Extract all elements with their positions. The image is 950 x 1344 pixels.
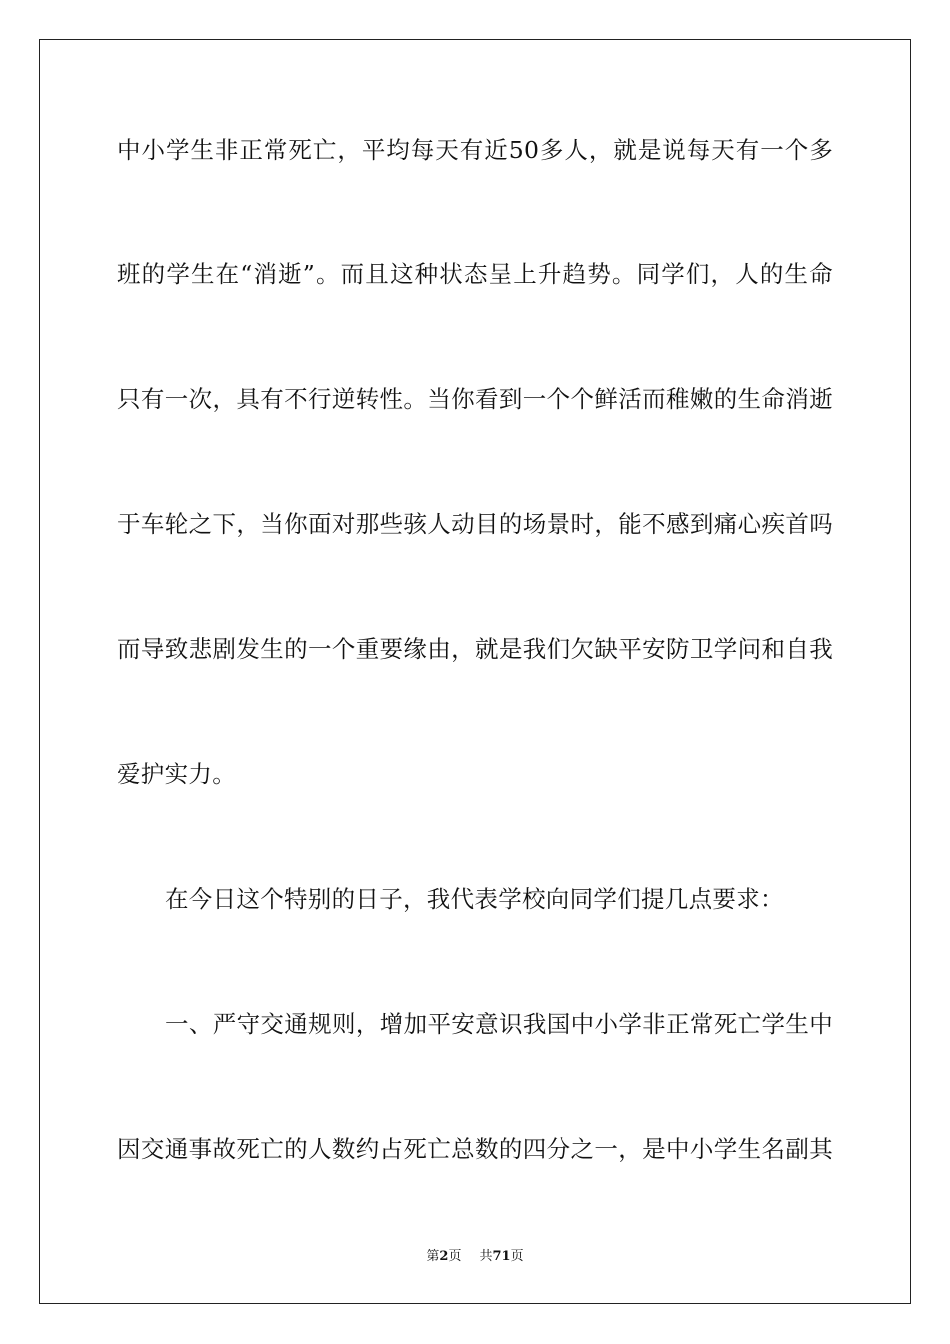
text-line-9: 因交通事故死亡的人数约占死亡总数的四分之一，是中小学生名副其	[117, 1135, 833, 1163]
text-line-6: 爱护实力。	[117, 760, 236, 788]
text-line-5: 而导致悲剧发生的一个重要缘由，就是我们欠缺平安防卫学问和自我	[117, 635, 833, 663]
text-line-7: 在今日这个特别的日子，我代表学校向同学们提几点要求：	[165, 885, 784, 913]
footer-total-suffix: 页	[510, 1249, 524, 1264]
text-line-3: 只有一次，具有不行逆转性。当你看到一个个鲜活而稚嫩的生命消逝	[117, 385, 833, 413]
footer-page-suffix: 页	[448, 1249, 462, 1264]
footer-total-pages: 71	[492, 1249, 511, 1264]
footer-page-number: 2	[439, 1249, 449, 1264]
text-line-1: 中小学生非正常死亡，平均每天有近50多人，就是说每天有一个多	[117, 136, 833, 164]
text-line-4: 于车轮之下，当你面对那些骇人动目的场景时，能不感到痛心疾首吗	[117, 510, 833, 538]
text-line-2: 班的学生在“消逝”。而且这种状态呈上升趋势。同学们，人的生命	[117, 260, 833, 288]
footer-total-prefix: 共	[479, 1249, 493, 1264]
page-frame	[39, 39, 911, 1304]
footer-page-prefix: 第	[426, 1249, 440, 1264]
page-footer	[0, 1248, 950, 1266]
text-line-8: 一、严守交通规则，增加平安意识我国中小学非正常死亡学生中	[165, 1010, 833, 1038]
